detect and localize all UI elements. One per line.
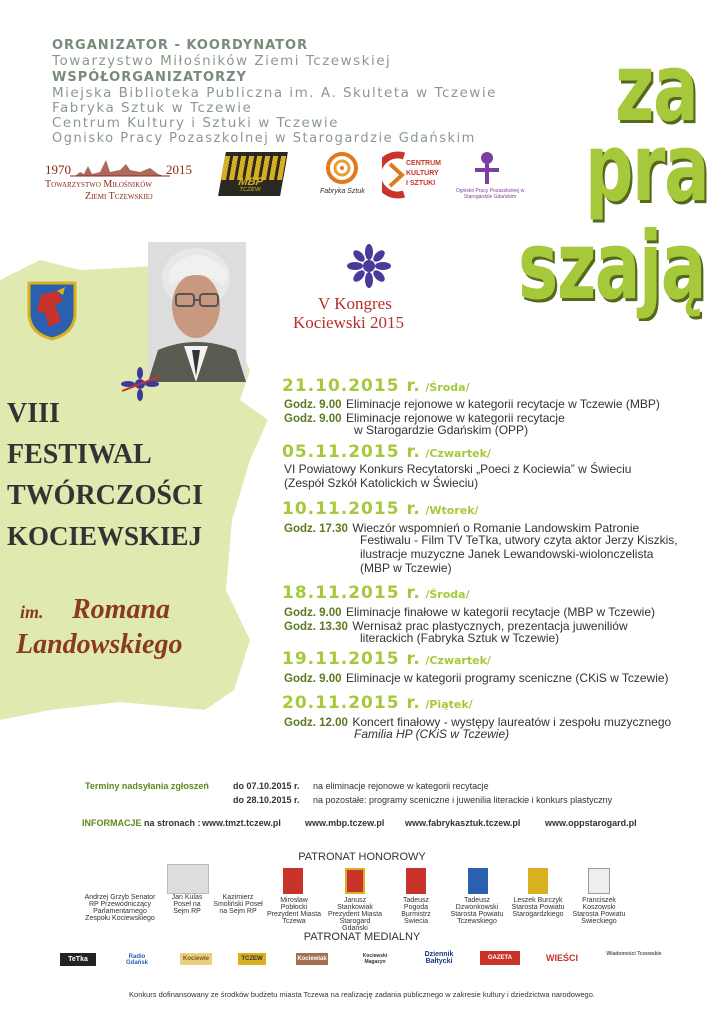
organizer-title: ORGANIZATOR - KOORDYNATOR (52, 38, 309, 53)
schedule (282, 376, 712, 753)
opp-label: Ognisko Pracy Pozaszkolnej w Starogardzie Gdańskim (455, 188, 525, 200)
organizer-name: Towarzystwo Miłośników Ziemi Tczewskiej (52, 53, 392, 69)
info-url-2[interactable]: www.mbp.tczew.pl (305, 818, 385, 828)
tczew-crest-icon (283, 868, 303, 894)
deadlines-label: Terminy nadsyłania zgłoszeń (85, 781, 209, 791)
ckis-logo (382, 150, 442, 200)
patronat-medialny-title: PATRONAT MEDIALNY (303, 931, 421, 943)
fabryka-logo (318, 150, 368, 202)
media-kociewiak: Kociewiak (296, 953, 328, 965)
schedule-weekday: /Czwartek/ (425, 447, 491, 460)
schedule-weekday: /Piątek/ (425, 698, 473, 711)
media-gazeta-tczewska: GAZETA Tczewska (480, 951, 520, 965)
opp-figure-icon (455, 150, 525, 186)
schedule-day (282, 499, 712, 583)
schedule-day (282, 693, 712, 753)
festival-patron-name-2: Landowskiego (16, 629, 183, 660)
patron-1: Andrzej Grzyb Senator RP Przewodniczący Parlamentarnego Zespołu Kociewskiego (84, 894, 156, 922)
festival-title-3: TWÓRCZOŚCI (7, 480, 204, 511)
kongres-line-2: Kociewski 2015 (293, 313, 404, 332)
schedule-text: Eliminacje finałowe w kategorii recytacje (MBP w Tczewie) (345, 605, 655, 619)
info-text: na stronach : (144, 818, 201, 828)
schedule-text: ilustracje muzyczne Janek Lewandowski-wiolonczelista (360, 547, 654, 561)
schedule-date: 21.10.2015 r. (282, 376, 421, 396)
schedule-time: Godz. 17.30 (284, 523, 348, 535)
schedule-text: Festiwalu - Film TV TeTka, utwory czyta aktor Jerzy Kiszkis, (360, 533, 678, 547)
info-row (82, 818, 201, 828)
invite-line-3: szają (518, 212, 706, 321)
schedule-date: 05.11.2015 r. (282, 442, 421, 462)
schedule-weekday: /Wtorek/ (425, 504, 479, 517)
coorganizer-4: Ognisko Pracy Pozaszkolnej w Starogardzie Gdańskim (52, 131, 476, 146)
tczew-coat-of-arms-icon (27, 281, 77, 346)
info-label: INFORMACJE (82, 818, 142, 828)
deadline-text-1: na eliminacje rejonowe w kategorii recytacje (313, 781, 489, 791)
schedule-text: Koncert finałowy - występy laureatów i zespołu muzycznego (352, 715, 672, 729)
powiat-swiecki-crest-icon (588, 868, 610, 894)
patronat-honorowy-title: PATRONAT HONOROWY (298, 851, 426, 863)
patron-6: Tadeusz Pogoda Burmistrz Świecia (401, 897, 431, 925)
schedule-text: Wernisaż prac plastycznych, prezentacja juweniliów (352, 619, 628, 633)
schedule-text: literackich (Fabryka Sztuk w Tczewie) (360, 631, 560, 645)
festival-title-1: VIII (7, 398, 60, 429)
deadline-text-2: na pozostałe: programy sceniczne i juwenilia literackie i konkurs plastyczny (313, 795, 613, 805)
schedule-day (282, 376, 712, 442)
coorganizer-1: Miejska Biblioteka Publiczna im. A. Skulteta w Tczewie (52, 85, 497, 101)
info-url-4[interactable]: www.oppstarogard.pl (545, 818, 637, 828)
invite-line-2: pra (585, 114, 709, 223)
schedule-day (282, 442, 712, 499)
media-radio-gdansk: Radio Gdańsk (125, 954, 148, 966)
fabryka-label: Fabryka Sztuk (320, 188, 365, 195)
deadline-date-2: do 28.10.2015 r. (233, 795, 300, 805)
kongres-line-1: V Kongres (318, 294, 392, 313)
tmzt-name-1: Towarzystwo Miłośników (45, 179, 152, 190)
ckis-line-3: I SZTUKI (406, 180, 436, 187)
info-url-1[interactable]: www.tmzt.tczew.pl (202, 818, 281, 828)
mbp-sub: TCZEW (238, 187, 262, 193)
media-kociewie: Kociewie (180, 953, 212, 965)
sejm-building-icon (167, 864, 209, 894)
invite-line-1: za (615, 34, 698, 143)
schedule-day (282, 649, 712, 693)
schedule-text: Eliminacje w kategorii programy sceniczne (CKiS w Tczewie) (345, 671, 669, 685)
media-wiadomosci-tczewskie: Wiadomości Tczewskie (606, 951, 662, 957)
schedule-weekday: /Czwartek/ (425, 654, 491, 667)
schedule-time: Godz. 9.00 (284, 399, 342, 411)
festival-im: im. (20, 602, 44, 622)
swiecie-crest-icon (406, 868, 426, 894)
schedule-day (282, 583, 712, 649)
schedule-time: Godz. 13.30 (284, 621, 348, 633)
schedule-text: (Zespół Szkół Katolickich w Świeciu) (284, 476, 479, 490)
schedule-time: Godz. 9.00 (284, 413, 342, 425)
starogard-crest-icon (345, 868, 365, 894)
media-kociewski-magazyn: Kociewski Magazyn (362, 953, 388, 965)
patron-2: Jan Kulas Poseł na Sejm RP (171, 894, 203, 915)
coorganizer-3: Centrum Kultury i Sztuki w Tczewie (52, 115, 339, 131)
schedule-date: 10.11.2015 r. (282, 499, 421, 519)
tmzt-logo (40, 152, 200, 202)
schedule-weekday: /Środa/ (425, 588, 470, 601)
footer-note: Konkurs dofinansowany ze środków budżetu miasta Tczewa na realizację zadania publicznego w zakresie kultury i dziedzictwa narodowego. (129, 990, 595, 999)
schedule-date: 18.11.2015 r. (282, 583, 421, 603)
fabryka-spiral-icon (318, 150, 368, 190)
opp-logo (455, 150, 525, 205)
small-cornflower-icon (118, 367, 162, 406)
portrait-roman-landowski (148, 242, 246, 382)
schedule-weekday: /Środa/ (425, 381, 470, 394)
cornflower-icon (345, 244, 393, 293)
powiat-tczewski-crest-icon (468, 868, 488, 894)
schedule-time: Godz. 12.00 (284, 717, 348, 729)
schedule-text: Eliminacje rejonowe w kategorii recytacje (345, 411, 565, 425)
festival-title-4: KOCIEWSKIEJ (7, 521, 203, 551)
schedule-text: VI Powiatowy Konkurs Recytatorski „Poeci z Kociewia” w Świeciu (284, 462, 632, 476)
info-url-3[interactable]: www.fabrykasztuk.tczew.pl (405, 818, 521, 828)
tmzt-year-left: 1970 (45, 162, 71, 177)
patron-5: Janusz Stankowiak Prezydent Miasta Starogard Gdański (327, 897, 383, 932)
schedule-time: Godz. 9.00 (284, 607, 342, 619)
media-dziennik-baltycki: Dziennik Bałtycki (424, 951, 454, 965)
deadline-date-1: do 07.10.2015 r. (233, 781, 300, 791)
patron-9: Franciszek Koszowski Starosta Powiatu Świeckiego (572, 897, 626, 925)
media-tczew: TCZEW (238, 953, 266, 965)
patron-3: Kazimierz Smoliński Poseł na Sejm RP (213, 894, 263, 915)
festival-title-2: FESTIWAL (7, 439, 152, 470)
schedule-text: (MBP w Tczewie) (360, 561, 452, 575)
ckis-line-2: KULTURY (406, 170, 439, 177)
mbp-logo (218, 152, 288, 196)
schedule-text: Familia HP (CKiS w Tczewie) (354, 727, 510, 741)
patron-4: Mirosław Pobłocki Prezydent Miasta Tczewa (266, 897, 322, 925)
media-wiesci: WIEŚCI (545, 953, 578, 963)
coorganizers-title: WSPÓŁORGANIZATORZY (52, 70, 247, 85)
coorganizer-2: Fabryka Sztuk w Tczewie (52, 100, 253, 116)
tmzt-year-right: 2015 (166, 162, 192, 177)
schedule-date: 19.11.2015 r. (282, 649, 421, 669)
schedule-text: Wieczór wspomnień o Romanie Landowskim Patronie (352, 521, 640, 535)
media-tetka: TeTka (60, 953, 96, 966)
patron-8: Leszek Burczyk Starosta Powiatu Starogardzkiego (511, 897, 565, 918)
powiat-starogardzki-crest-icon (528, 868, 548, 894)
schedule-date: 20.11.2015 r. (282, 693, 421, 713)
schedule-text: w Starogardzie Gdańskim (OPP) (354, 423, 529, 437)
schedule-item (284, 669, 669, 687)
mbp-label: MBP (237, 176, 265, 188)
schedule-text: Eliminacje rejonowe w kategorii recytacje w Tczewie (MBP) (345, 397, 660, 411)
schedule-time: Godz. 9.00 (284, 673, 342, 685)
patron-7: Tadeusz Dzwonkowski Starosta Powiatu Tczewskiego (450, 897, 504, 925)
tmzt-name-2: Ziemi Tczewskiej (85, 191, 153, 202)
festival-patron-name-1: Romana (72, 594, 171, 625)
ckis-line-1: CENTRUM (406, 160, 441, 167)
